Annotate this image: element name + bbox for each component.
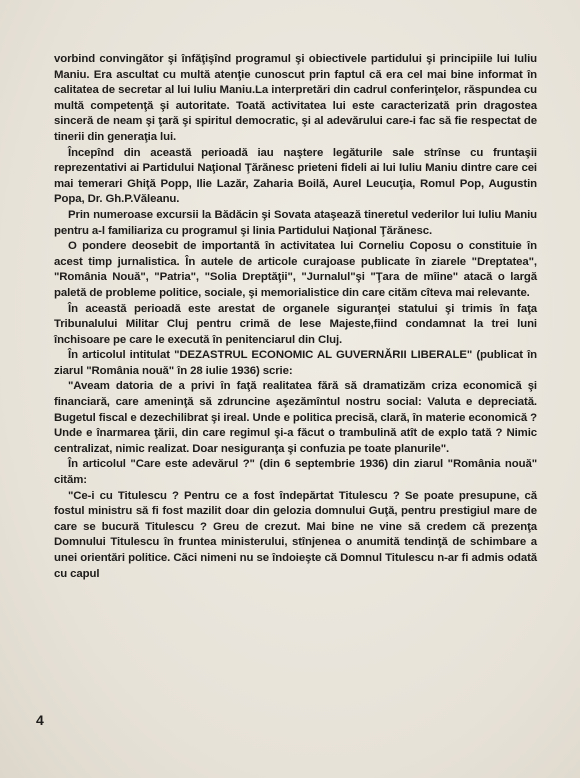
paragraph-6: În articolul intitulat "DEZASTRUL ECONOMIC AL GUVERNĂRII LIBERALE" (publicat în ziarul "România nouă" în 28 iulie 1936) scrie:: [54, 349, 537, 377]
body-text: [54, 52, 537, 582]
paragraph-1: vorbind convingător şi înfăţişînd programul şi obiectivele partidului şi principiile lui Iuliu Maniu. Era ascultat cu multă atenţie cunoscut prin faptul că era cel mai bine informat în calitatea de secretar al lui Iuliu Maniu.La interpretări din cadrul conferinţelor, răspundea cu multă competenţă şi autoritate. Toată activitatea lui este caracterizată prin dragostea sinceră de neam şi ţară şi spiritul democratic, şi al adevărului care-i fac să fie respectat de tinerii din generaţia lui.: [54, 53, 537, 143]
page-number: 4: [36, 712, 44, 728]
paragraph-7: În articolul "Care este adevărul ?" (din 6 septembrie 1936) din ziarul "România nouă" cităm:: [54, 458, 537, 487]
paragraph-4: O pondere deosebit de importantă în activitatea lui Corneliu Coposu o constituie în acest timp jurnalistica. În autele de articole curajoase publicate în ziarele "Dreptatea", "România Nouă", "Patria", "Solia Dreptăţii", "Jurnalul"şi "Ţara de mîine" atacă o largă paletă de probleme politice, sociale, şi memorialistice din care cităm cîteva mai relevante.: [54, 240, 537, 299]
paragraph-3: Prin numeroase excursii la Bădăcin şi Sovata ataşează tineretul vederilor lui Iuliu Maniu pentru a-l familiariza cu programul şi linia Partidului Naţional Ţărănesc.: [54, 208, 537, 237]
quote-1: "Aveam datoria de a privi în faţă realitatea fără să dramatizăm criza economică şi financiară, care ameninţă să zdruncine aşezămîntul nostru social: Valuta e depreciată. Bugetul fiscal e dezechilibrat şi ireal. Unde e politica precisă, clară, în materie economică ? Unde e înarmarea ţării, din care regimul şi-a făcut o trambulină atît de explo tată ? Nimic centralizat, nimic realizat. Doar nesiguranţa şi confuzia pe toate planurile".: [54, 380, 538, 455]
paragraph-5: În această perioadă este arestat de organele siguranţei statului şi trimis în faţa Tribunalului Militar Cluj pentru crimă de lese Majeste,fiind condamnat la trei luni închisoare pe care le execută în penitenciarul din Cluj.: [54, 302, 537, 346]
quote-2: "Ce-i cu Titulescu ? Pentru ce a fost îndepărtat Titulescu ? Se poate presupune, că fostul ministru să fi fost mazilit doar din gelozia domnului Guţă, pentru prestigiul mare de care se bucură Titulescu ? Greu de crezut. Mai bine ne vine să credem că prezenţa Domnului Titulescu în fruntea ministerului, stînjenea o anumită tendinţă de schimbare a unei orientări politice. Căci nimeni nu se îndoieşte că Domnul Titulescu n-ar fi admis odată cu capul: [54, 489, 537, 580]
paragraph-2: Începînd din această perioadă iau naştere legăturile sale strînse cu fruntaşii reprezentativi ai Partidului Naţional Ţărănesc prieteni fideli ai lui Iuliu Maniu dintre care cei mai temerari Ghiţă Popp, Ilie Lazăr, Zaharia Boilă, Aurel Leucuţia, Romul Pop, Augustin Popa, Dr. Gh.P.Văleanu.: [54, 146, 537, 206]
